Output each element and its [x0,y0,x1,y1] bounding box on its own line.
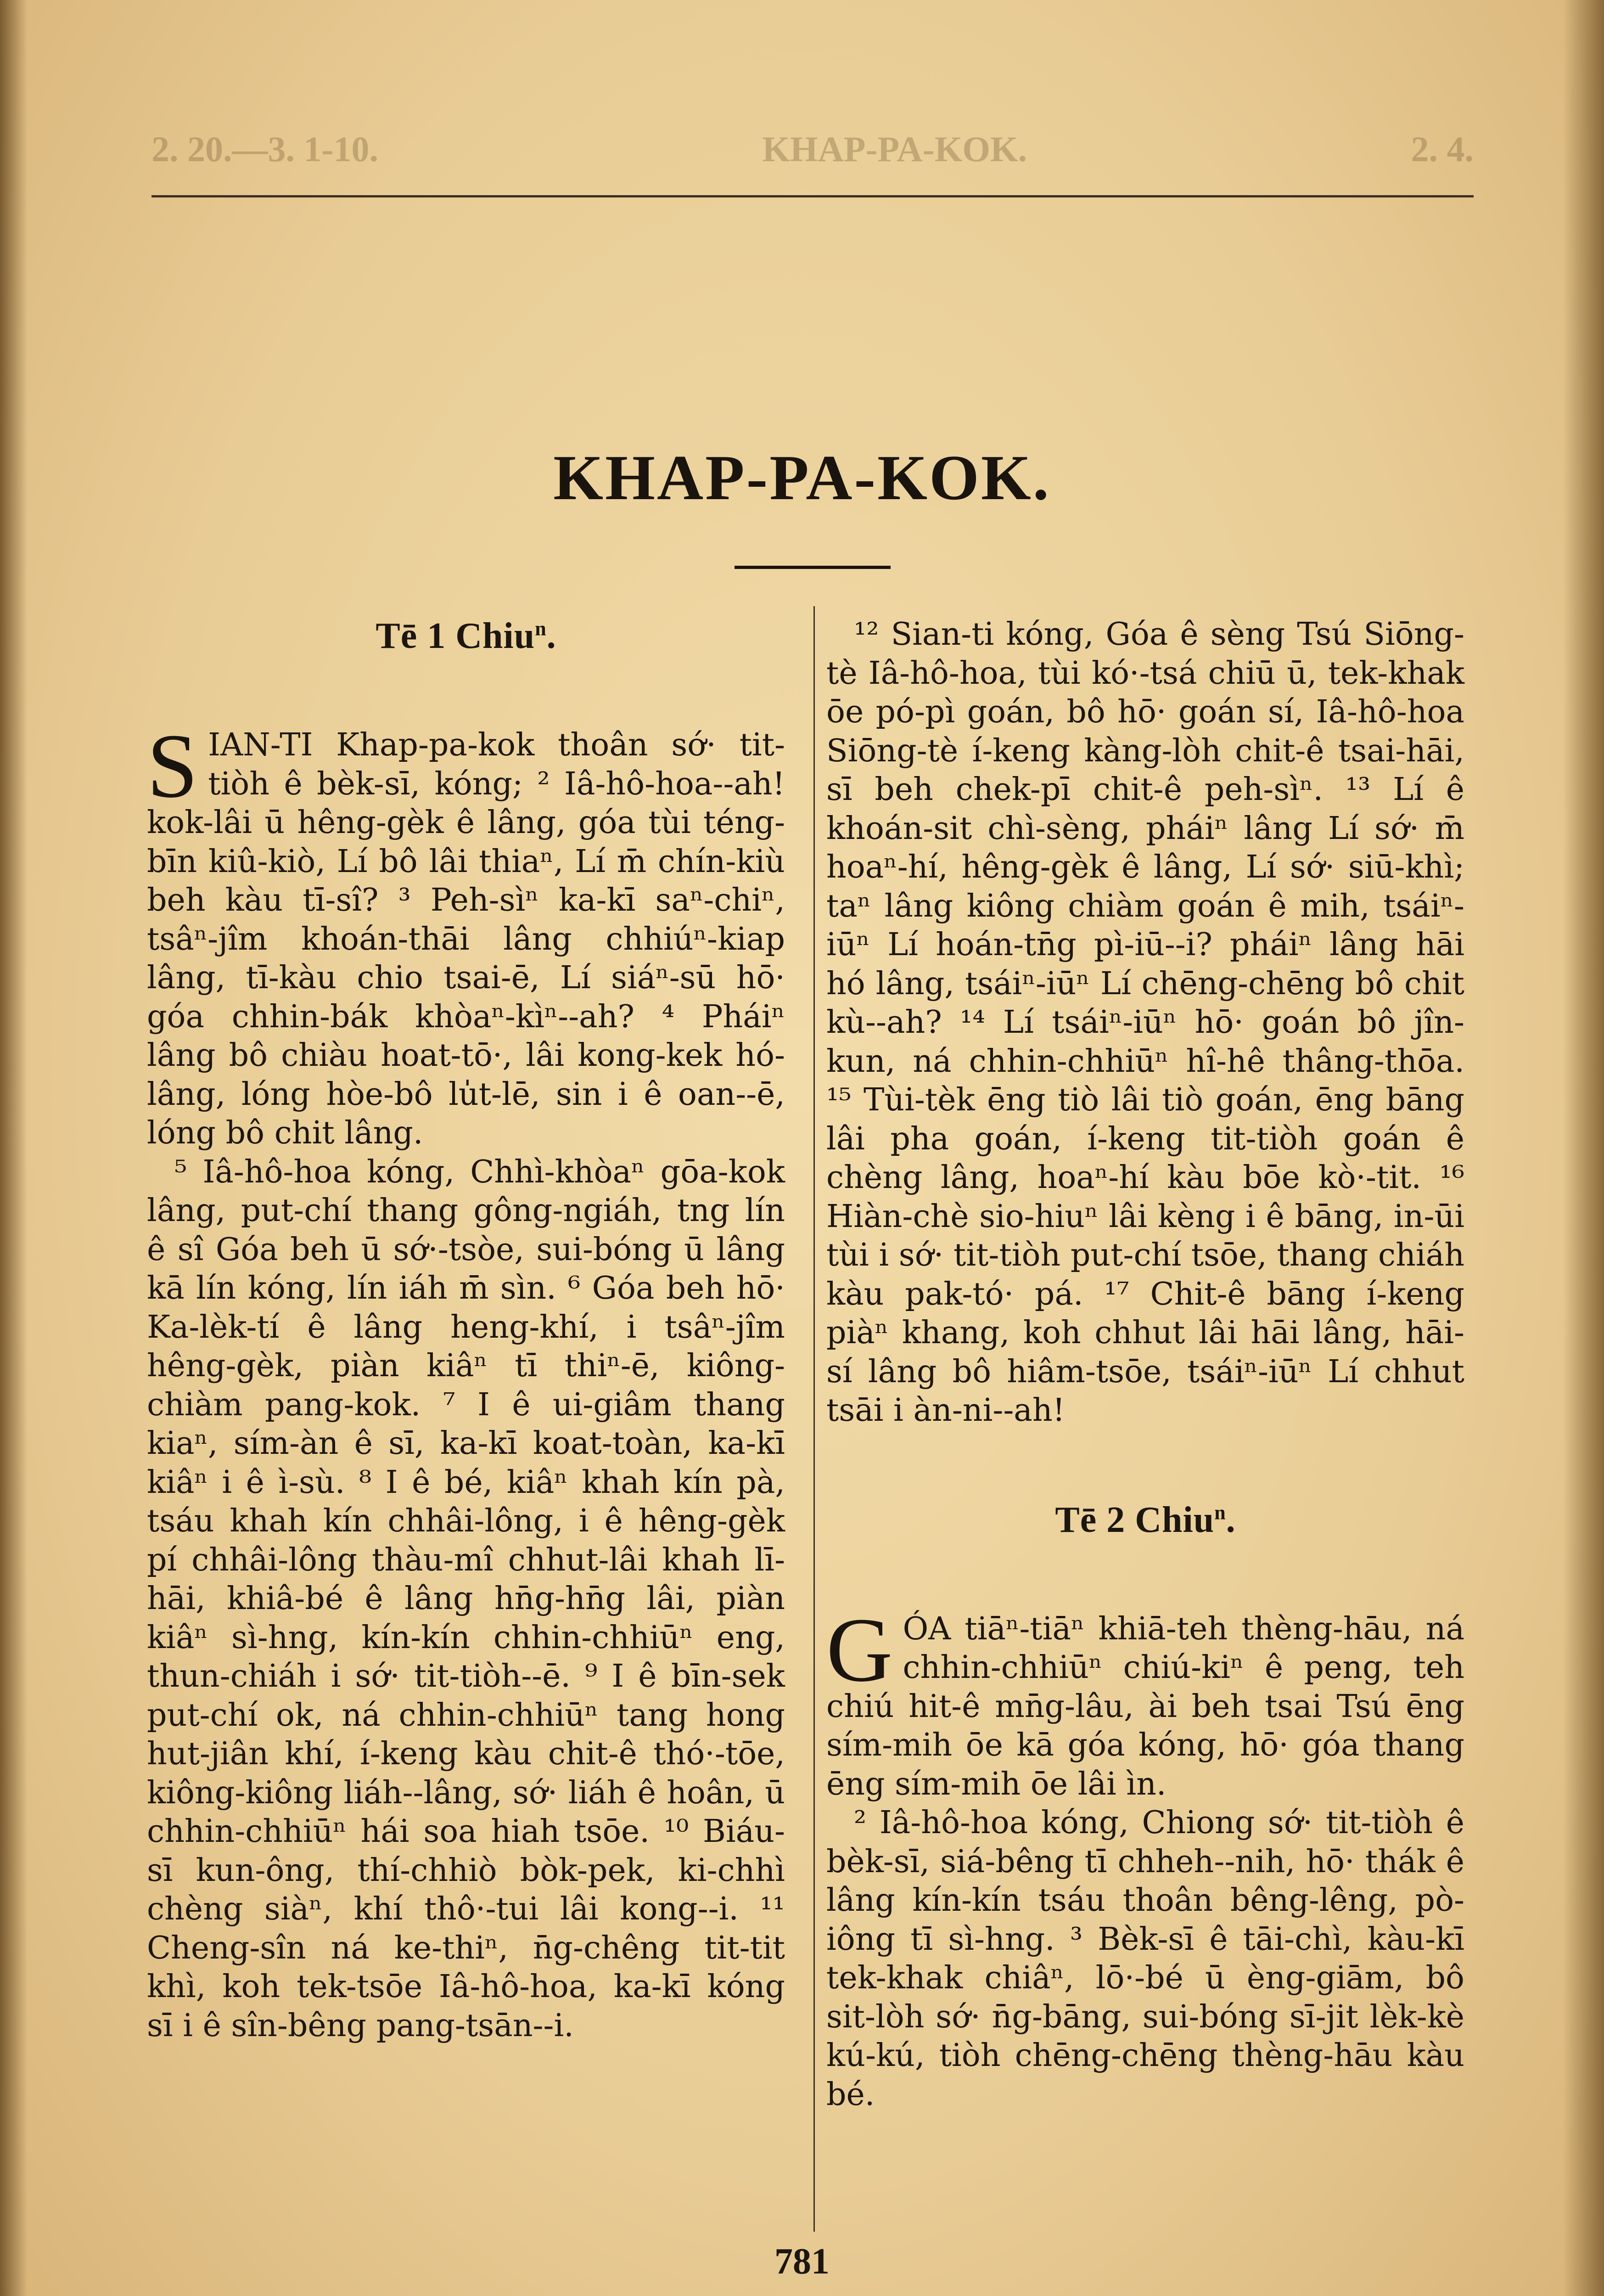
running-head-right: 2. 4. [1411,129,1474,169]
chapter-1-verses-5-11 [147,1153,785,2046]
verse-text-2-2-3: ² Iâ-hô-hoa kóng, Chiong sớ· tit-tiòh ê bèk-sī, siá-bêng tī chheh--nih, hō· thák ê lâng kín-kín tsáu thoân bêng-lêng, pò-iông tī sì-hng. ³ Bèk-sī ê tāi-chì, kàu-kī tek-khak chiâⁿ, lō·-bé ū èng-giām, bô sit-lòh sớ· n̄g-bāng, sui-bóng sī-jit lèk-kè kú-kú, tiòh chēng-chēng thèng-hāu kàu bé. [826,1805,1464,2113]
verse-text-2-1: ÓA tiāⁿ-tiāⁿ khiā-teh thèng-hāu, ná chhin-chhiūⁿ chiú-kiⁿ ê peng, teh chiú hit-ê mn̄g-lâu, ài beh tsai Tsú ēng sím-mih ōe kā góa kóng, hō· góa thang ēng sím-mih ōe lâi ìn. [826,1610,1464,1802]
chapter-2-verse-1 [826,1599,1464,1804]
column-divider [813,606,815,2232]
chapter-2-verses-2-3 [826,1804,1464,2114]
drop-cap-g: G [826,1599,893,1701]
running-head-center: KHAP-PA-KOK. [762,129,1027,169]
chapter-1-label: Tē 1 Chiu [376,616,535,656]
chapter-1-verses-1-4 [147,715,785,1153]
chapter-1-label-sup: n [535,617,547,640]
header-rule [151,195,1474,197]
page-edge-right [1563,0,1604,2296]
verse-text-12-17: ¹² Sian-ti kóng, Góa ê sèng Tsú Siōng-tè Iâ-hô-hoa, tùi kó·-tsá chiū ū, tek-khak ōe pó-pì goán, bô hō· goán sí, Iâ-hô-hoa Siōng-tè í-keng kàng-lòh chit-ê tsai-hāi, sī beh chek-pī chit-ê peh-sìⁿ. ¹³ Lí ê khoán-sit chì-sèng, pháiⁿ lâng Lí sớ· m̄ hoaⁿ-hí, hêng-gèk ê lâng, Lí sớ· siū-khì; taⁿ lâng kiông chiàm goán ê mih, tsáiⁿ-iūⁿ Lí hoán-tn̄g pì-iū--i? pháiⁿ lâng hāi hó lâng, tsáiⁿ-iūⁿ Lí chēng-chēng bô chit kù--ah? ¹⁴ Lí tsáiⁿ-iūⁿ hō· goán bô jîn-kun, ná chhin-chhiūⁿ hî-hê thâng-thōa. ¹⁵ Tùi-tèk ēng tiò lâi tiò goán, ēng bāng lâi pha goán, í-keng tit-tiòh goán ê chèng lâng, hoaⁿ-hí kàu bōe kò·-tit. ¹⁶ Hiàn-chè sio-hiuⁿ lâi kèng i ê bāng, in-ūi tùi i sớ· tit-tiòh put-chí tsōe, thang chiáh kàu pak-tó· pá. ¹⁷ Chit-ê bāng í-keng piàⁿ khang, koh chhut lâi hāi lâng, hāi-sí lâng bô hiâm-tsōe, tsáiⁿ-iūⁿ Lí chhut tsāi i àn-ni--ah! [826,616,1464,1429]
book-title: KHAP-PA-KOK. [553,442,1051,513]
chapter-1-heading: Tē 1 Chiu$^n$. [376,616,556,656]
right-column [826,615,1464,2114]
page-edge-left [0,0,28,2296]
running-head-left: 2. 20.—3. 1-10. [151,129,378,169]
verse-text-5-11: ⁵ Iâ-hô-hoa kóng, Chhì-khòaⁿ gōa-kok lâng, put-chí thang gông-ngiáh, tng lín ê sî Góa beh ū sớ·-tsòe, sui-bóng ū lâng kā lín kóng, lín iáh m̄ sìn. ⁶ Góa beh hō· Ka-lèk-tí ê lâng heng-khí, i tsâⁿ-jîm hêng-gèk, piàn kiâⁿ tī thiⁿ-ē, kiông-chiàm pang-kok. ⁷ I ê ui-giâm thang kiaⁿ, sím-àn ê sī, ka-kī koat-toàn, ka-kī kiâⁿ i ê ì-sù. ⁸ I ê bé, kiâⁿ khah kín pà, tsáu khah kín chhâi-lông, i ê hêng-gèk pí chhâi-lông thàu-mî chhut-lâi khah lī-hāi, khiâ-bé ê lâng hn̄g-hn̄g lâi, piàn kiâⁿ sì-hng, kín-kín chhin-chhiūⁿ eng, thun-chiáh i sớ· tit-tiòh--ē. ⁹ I ê bīn-sek put-chí ok, ná chhin-chhiūⁿ tang hong hut-jiân khí, í-keng kàu chit-ê thó·-tōe, kiông-kiông liáh--lâng, sớ· liáh ê hoân, ū chhin-chhiūⁿ hái soa hiah tsōe. ¹⁰ Biáu-sī kun-ông, thí-chhiò bòk-pek, ki-chhì chèng siàⁿ, khí thô·-tui lâi kong--i. ¹¹ Cheng-sîn ná ke-thiⁿ, n̄g-chêng tit-tit khì, koh tek-tsōe Iâ-hô-hoa, ka-kī kóng sī i ê sîn-bêng pang-tsān--i. [147,1154,785,2044]
running-head [151,129,1474,170]
chapter-2-heading: Tē 2 Chiu$^n$. [1055,1499,1236,1540]
chapter-2-label-sup: n [1214,1501,1226,1524]
verse-text-1-4: IAN-TI Khap-pa-kok thoân sớ· tit-tiòh ê bèk-sī, kóng; ² Iâ-hô-hoa--ah! kok-lâi ū hêng-gèk ê lâng, góa tùi téng-bīn kiû-kiò, Lí bô lâi thiaⁿ, Lí m̄ chín-kiù beh kàu tī-sî? ³ Peh-sìⁿ ka-kī saⁿ-chiⁿ, tsâⁿ-jîm khoán-thāi lâng chhiúⁿ-kiap lâng, tī-kàu chio tsai-ē, Lí siáⁿ-sū hō· góa chhin-bák khòaⁿ-kìⁿ--ah? ⁴ Pháiⁿ lâng bô chiàu hoat-tō·, lâi kong-kek hó-lâng, lóng hòe-bô lu̍t-lē, sin i ê oan--ē, lóng bô chit lâng. [147,727,785,1151]
chapter-2-label: Tē 2 Chiu [1055,1499,1215,1540]
page-number: 781 [774,2241,830,2282]
title-rule [735,566,891,569]
left-column [147,615,785,2045]
chapter-1-verses-12-17 [826,615,1464,1430]
drop-cap-s: S [147,715,198,817]
